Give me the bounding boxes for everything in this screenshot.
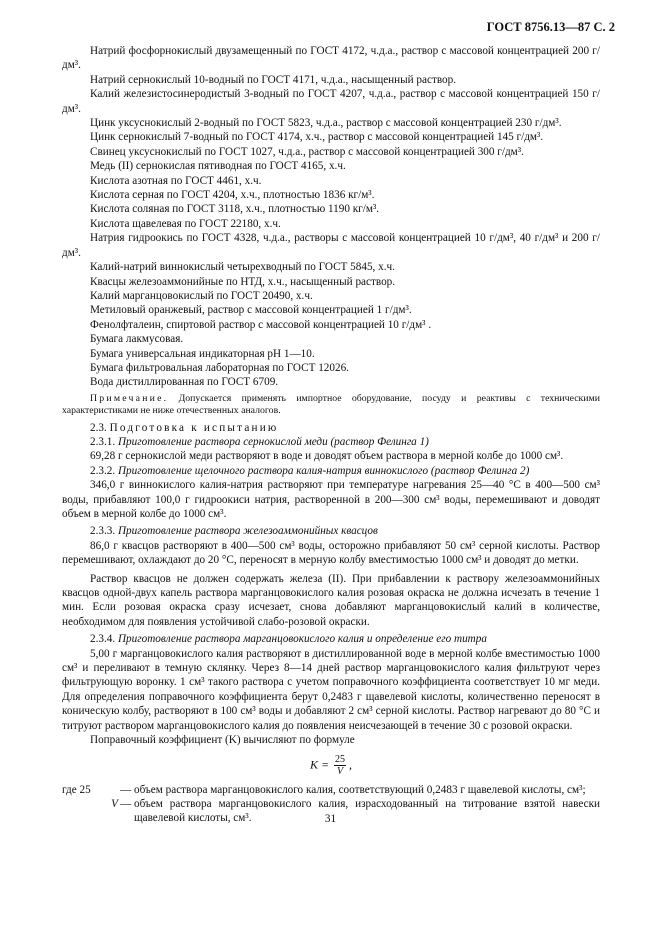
page-content: [62, 44, 600, 826]
reagent-item: Кислота щавелевая по ГОСТ 22180, х.ч.: [90, 217, 281, 230]
subsection-title: Приготовление раствора марганцовокислого калия и определение его титра: [117, 633, 487, 646]
subsection-heading-2-3-3: [62, 524, 600, 538]
reagent-item: Натрий сернокислый 10-водный по ГОСТ 4171, ч.д.а., насыщенный раствор.: [90, 73, 457, 86]
definition-term: где 25: [62, 783, 91, 796]
reagent-item: Кислота серная по ГОСТ 4204, х.ч., плотностью 1836 кг/м³.: [90, 189, 375, 202]
reagent-item: Натрия гидроокись по ГОСТ 4328, ч.д.а., растворы с массовой концентрацией 10 г/дм³, 40 г/дм³ и 200 г/дм³.: [62, 232, 600, 259]
definition-row: [62, 783, 600, 797]
paragraph: Поправочный коэффициент (K) вычисляют по формуле: [90, 734, 355, 747]
subsection-title: Приготовление раствора сернокислой меди (раствор Фелинга 1): [117, 435, 429, 448]
subsection-title: Приготовление раствора железоаммонийных квасцов: [117, 525, 378, 538]
subsection-number: 2.3.1.: [90, 435, 116, 448]
reagent-item: Метиловый оранжевый, раствор с массовой концентрацией 1 г/дм³.: [90, 304, 412, 317]
reagent-item: Кислота азотная по ГОСТ 4461, х.ч.: [90, 174, 262, 187]
reagent-list: [62, 44, 600, 390]
reagent-item: Фенолфталеин, спиртовой раствор с массовой концентрацией 10 г/дм³ .: [90, 318, 432, 331]
formula-fraction: [334, 754, 346, 777]
subsection-number: 2.3.3.: [90, 525, 116, 538]
reagent-item: Калий-натрий виннокислый четырехводный по ГОСТ 5845, х.ч.: [90, 261, 395, 274]
formula-numerator: 25: [335, 753, 346, 765]
paragraph: 5,00 г марганцовокислого калия растворяют в дистиллированной воде в мерной колбе вместимостью 1000 см³ и переливают в темную склянку. Через 8—14 дней раствор марганцовокислого калия фильтруют через фильтрующую воронку. 1 см³ такого раствора с учетом поправочного коэффициента соответствует 10 мг меди. Для определения поправочного коэффициента берут 0,2483 г щавелевой кислоты, количественно переносят в коническую колбу, растворяют в 100 см³ воды и добавляют 2 см³ серной кислоты. Раствор нагревают до 80 °С и титруют раствором марганцовокислого калия до появления неисчезающей в течение 30 с розовой окраски.: [62, 647, 600, 732]
paragraph: 346,0 г виннокислого калия-натрия растворяют при температуре нагревания 25—40 °С в 400—500 см³ воды, прибавляют 100,0 г гидроокиси натрия, растворенной в 200—300 см³ воды, перемешивают и доводят объем в мерной колбе до 1000 см³.: [62, 479, 600, 520]
paragraph: 69,28 г сернокислой меди растворяют в воде и доводят объем раствора в мерной колбе до 1000 см³.: [90, 450, 564, 463]
formula-tail: ,: [346, 756, 353, 771]
definition-text: объем раствора марганцовокислого калия, израсходованный на титрование взятой навески щавелевой кислоты, см³.: [134, 797, 600, 825]
reagent-item: Цинк сернокислый 7-водный по ГОСТ 4174, х.ч., раствор с массовой концентрацией 145 г/дм³.: [90, 131, 544, 144]
section-title: Подготовка к испытанию: [109, 421, 279, 434]
reagent-item: Бумага фильтровальная лабораторная по ГОСТ 12026.: [90, 361, 349, 374]
reagent-item: Калий марганцовокислый по ГОСТ 20490, х.ч.: [90, 289, 313, 302]
subsection-number: 2.3.4.: [90, 633, 116, 646]
reagent-item: Натрий фосфорнокислый двузамещенный по ГОСТ 4172, ч.д.а., раствор с массовой концентрацией 200 г/дм³.: [62, 45, 600, 72]
subsection-heading-2-3-4: [62, 632, 600, 646]
subsection-number: 2.3.2.: [90, 464, 116, 477]
page-number: 31: [324, 813, 337, 825]
formula: [62, 754, 600, 777]
formula-denominator: V: [336, 765, 344, 777]
reagent-item: Бумага универсальная индикаторная рН 1—10.: [90, 347, 315, 360]
definition-text: объем раствора марганцовокислого калия, соответствующий 0,2483 г щавелевой кислоты, см³;: [134, 783, 586, 796]
reagent-item: Калий железистосинеродистый 3-водный по ГОСТ 4207, ч.д.а., раствор с массовой концентрацией 150 г/дм³.: [62, 88, 600, 115]
reagent-item: Свинец уксуснокислый по ГОСТ 1027, ч.д.а., раствор с массовой концентрацией 300 г/дм³.: [90, 145, 524, 158]
definition-dash: —: [120, 797, 132, 810]
reagent-item: Кислота соляная по ГОСТ 3118, х.ч., плотностью 1190 кг/м³.: [90, 203, 380, 216]
paragraph: Раствор квасцов не должен содержать железа (II). При прибавлении к раствору железоаммонийных квасцов одной-двух капель раствора марганцовокислого калия розовая окраска не должна исчезать в течение 1 мин. Если розовая окраска сразу исчезает, снова добавляют марганцовокислый калий в количестве, необходимом для появления устойчивой слабо-розовой окраски.: [62, 572, 600, 628]
definition-term: V: [111, 797, 118, 810]
definition-dash: —: [120, 783, 132, 796]
reagent-item: Цинк уксуснокислый 2-водный по ГОСТ 5823, ч.д.а., раствор с массовой концентрацией 230 г/дм³.: [90, 117, 562, 130]
subsection-heading-2-3-1: [62, 435, 600, 449]
reagent-item: Квасцы железоаммонийные по НТД, х.ч., насыщенный раствор.: [90, 275, 396, 288]
note: [62, 393, 600, 418]
page-header: ГОСТ 8756.13—87 С. 2: [486, 20, 615, 34]
subsection-heading-2-3-2: [62, 464, 600, 478]
section-number: 2.3.: [90, 421, 107, 434]
formula-lhs: K =: [309, 756, 330, 771]
subsection-title: Приготовление щелочного раствора калия-натрия виннокислого (раствор Фелинга 2): [117, 464, 530, 477]
note-label: Примечание.: [90, 392, 169, 404]
note-text: Допускается применять импортное оборудование, посуду и реактивы с техническими характеристиками не ниже отечественных аналогов.: [62, 392, 600, 417]
reagent-item: Вода дистиллированная по ГОСТ 6709.: [90, 376, 279, 389]
paragraph: 86,0 г квасцов растворяют в 400—500 см³ воды, осторожно прибавляют 50 см³ серной кислоты. Раствор перемешивают, охлаждают до 20 °С, переносят в мерную колбу вместимостью 1000 см³ и доводят до метки.: [62, 539, 600, 567]
reagent-item: Медь (II) сернокислая пятиводная по ГОСТ 4165, х.ч.: [90, 160, 346, 173]
section-heading-2-3: [62, 421, 600, 435]
reagent-item: Бумага лакмусовая.: [90, 333, 184, 346]
